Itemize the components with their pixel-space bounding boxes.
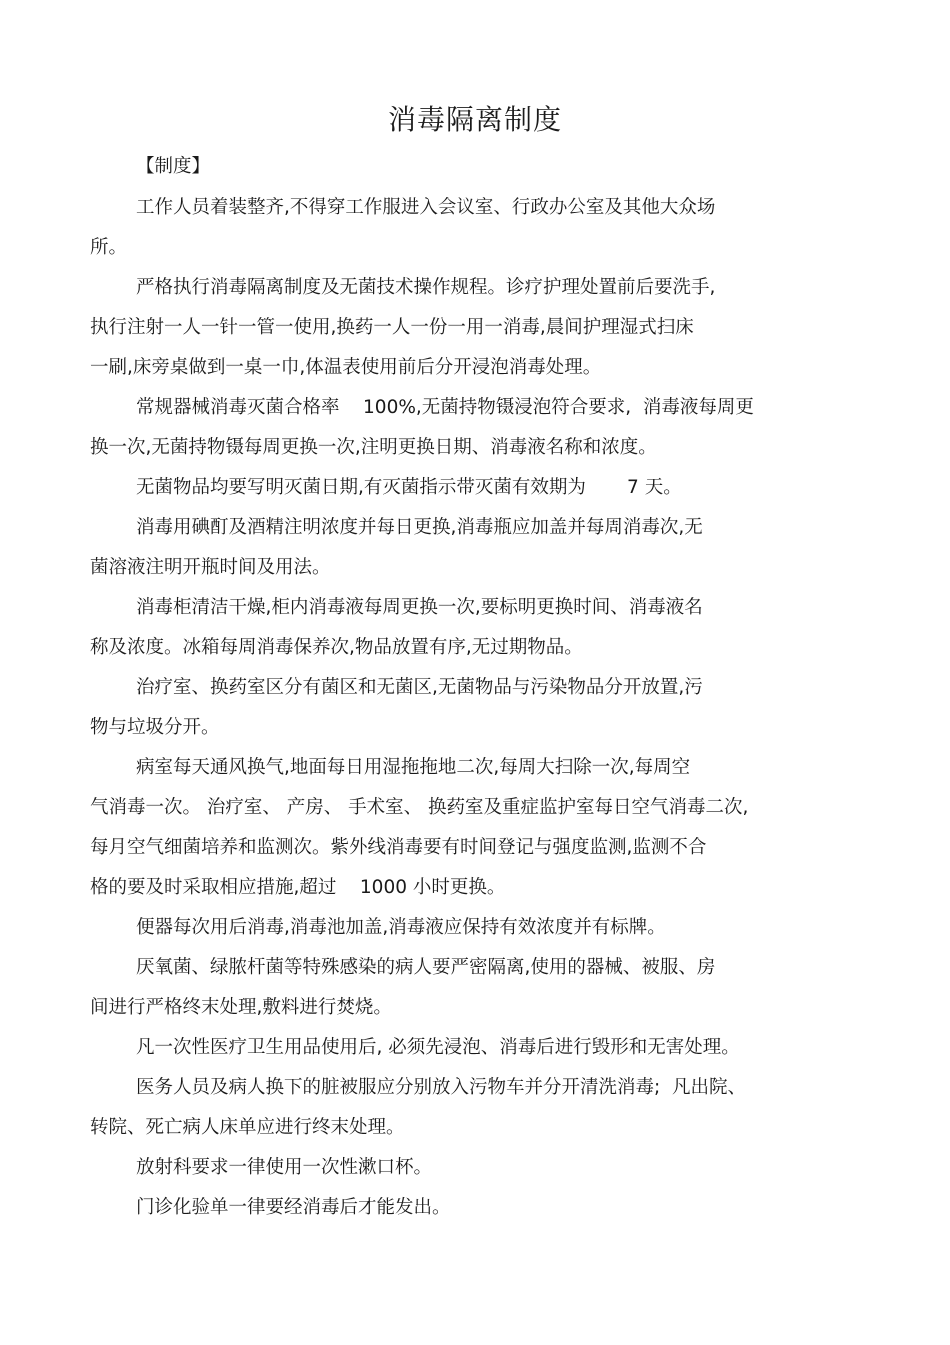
text-line: 菌溶液注明开瓶时间及用法。 xyxy=(90,557,331,578)
text-line: 凡一次性医疗卫生用品使用后, 必须先浸泡、消毒后进行毁形和无害处理。 xyxy=(136,1037,740,1058)
text-line: 常规器械消毒灭菌合格率 100%,无菌持物镊浸泡符合要求, 消毒液每周更 xyxy=(136,397,754,418)
text-line: 工作人员着装整齐,不得穿工作服进入会议室、行政办公室及其他大众场 xyxy=(136,197,716,218)
text-line: 无菌物品均要写明灭菌日期,有灭菌指示带灭菌有效期为 7 天。 xyxy=(136,477,682,498)
text-line: 一刷,床旁桌做到一桌一巾,体温表使用前后分开浸泡消毒处理。 xyxy=(90,357,602,378)
page-title: 消毒隔离制度 xyxy=(387,103,562,136)
text-line: 间进行严格终末处理,敷料进行焚烧。 xyxy=(90,997,392,1018)
text-line: 消毒用碘酊及酒精注明浓度并每日更换,消毒瓶应加盖并每周消毒次,无 xyxy=(136,517,703,538)
text-line: 格的要及时采取相应措施,超过 1000 小时更换。 xyxy=(90,877,506,898)
text-line: 物与垃圾分开。 xyxy=(90,717,220,738)
text-line: 治疗室、换药室区分有菌区和无菌区,无菌物品与污染物品分开放置,污 xyxy=(136,677,703,698)
text-line: 执行注射一人一针一管一使用,换药一人一份一用一消毒,晨间护理湿式扫床 xyxy=(90,317,694,338)
text-line: 消毒柜清洁干燥,柜内消毒液每周更换一次,要标明更换时间、消毒液名 xyxy=(136,597,703,618)
section-label: 【制度】 xyxy=(136,156,211,177)
text-line: 厌氧菌、绿脓杆菌等特殊感染的病人要严密隔离,使用的器械、被服、房 xyxy=(136,957,716,978)
text-line: 严格执行消毒隔离制度及无菌技术操作规程。诊疗护理处置前后要洗手, xyxy=(136,277,716,298)
text-line: 放射科要求一律使用一次性漱口杯。 xyxy=(136,1157,433,1178)
text-line: 每月空气细菌培养和监测次。紫外线消毒要有时间登记与强度监测,监测不合 xyxy=(90,837,707,858)
text-line: 转院、死亡病人床单应进行终末处理。 xyxy=(90,1117,405,1138)
text-line: 称及浓度。冰箱每周消毒保养次,物品放置有序,无过期物品。 xyxy=(90,637,583,658)
text-line: 换一次,无菌持物镊每周更换一次,注明更换日期、消毒液名称和浓度。 xyxy=(90,437,657,458)
text-line: 门诊化验单一律要经消毒后才能发出。 xyxy=(136,1197,451,1218)
text-line: 所。 xyxy=(90,237,128,258)
text-line: 气消毒一次。 治疗室、 产房、 手术室、 换药室及重症监护室每日空气消毒二次, xyxy=(90,797,749,818)
text-line: 便器每次用后消毒,消毒池加盖,消毒液应保持有效浓度并有标牌。 xyxy=(136,917,666,938)
text-line: 医务人员及病人换下的脏被服应分别放入污物车并分开清洗消毒; 凡出院、 xyxy=(136,1077,746,1098)
text-line: 病室每天通风换气,地面每日用湿拖拖地二次,每周大扫除一次,每周空 xyxy=(136,757,691,778)
